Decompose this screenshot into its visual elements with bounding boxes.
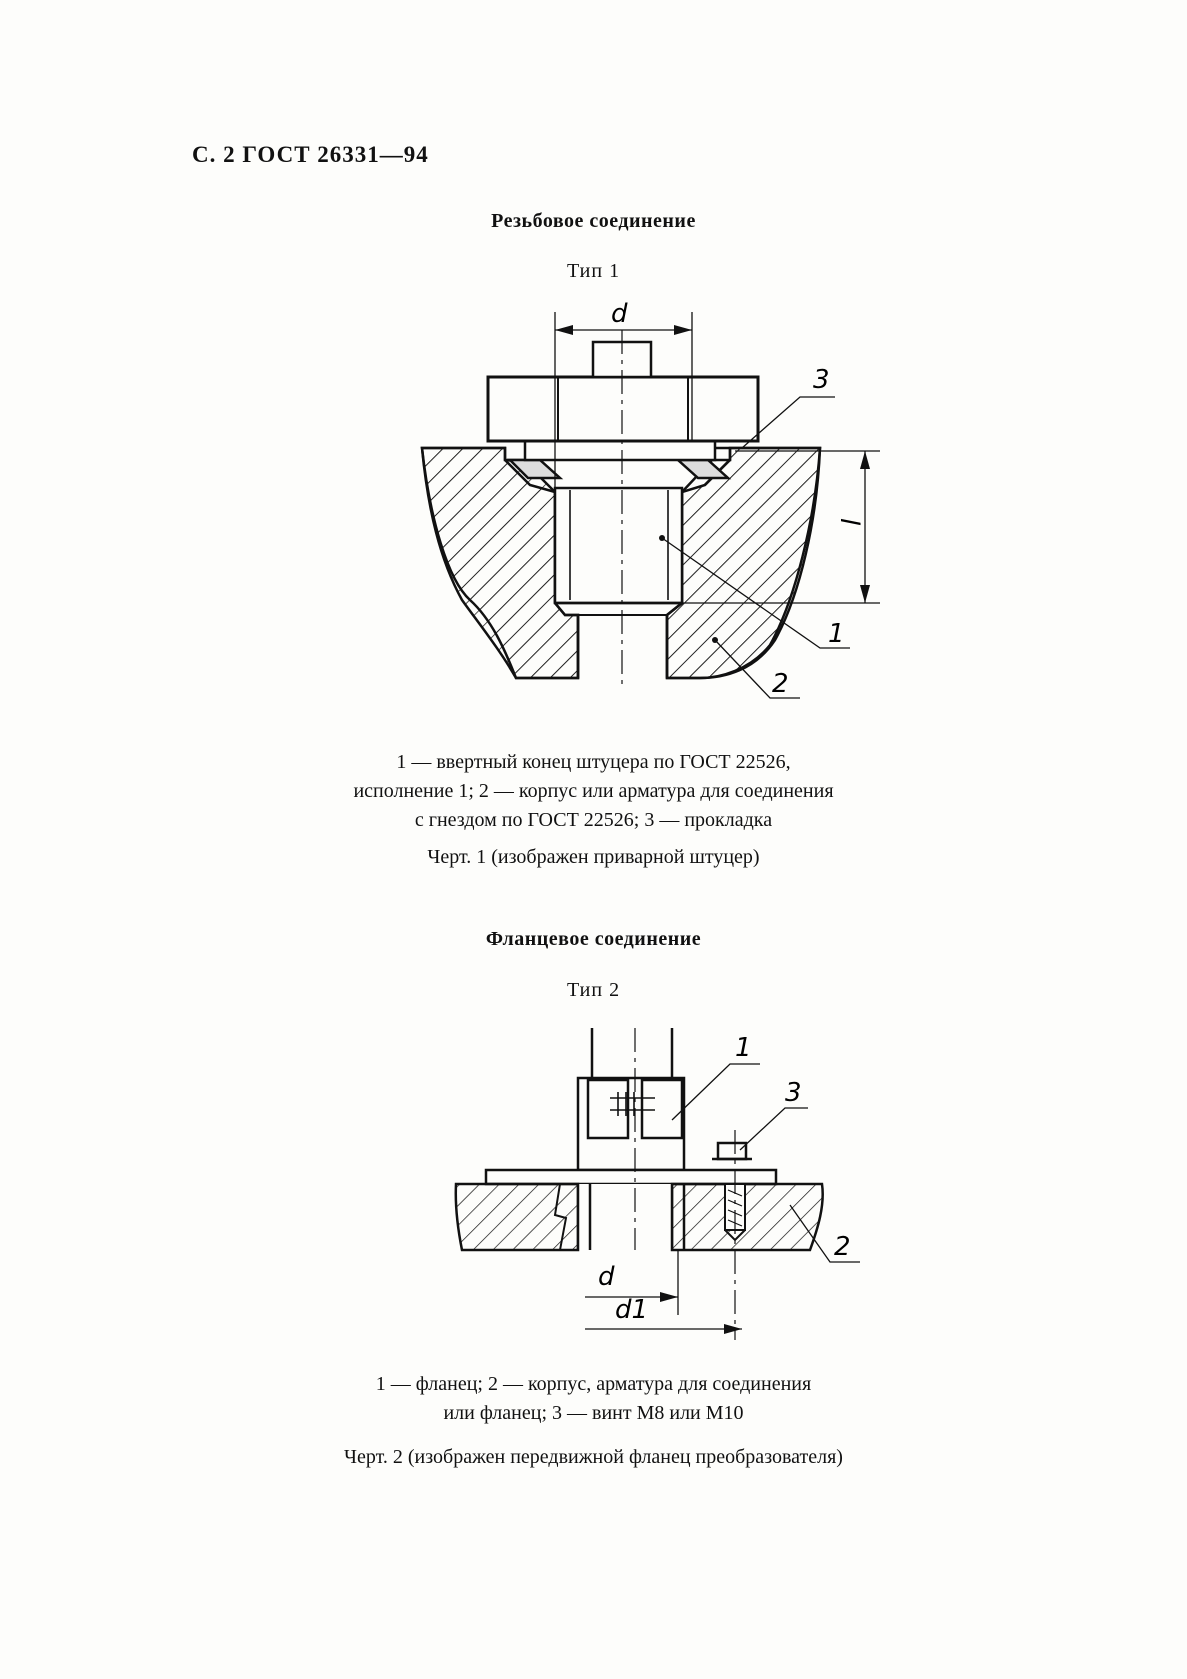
section2-figure-title: Черт. 2 (изображен передвижной фланец преобразователя): [344, 1446, 843, 1468]
section1-title: Резьбовое соединение: [491, 210, 696, 232]
section2-type-label: Тип 2: [566, 979, 621, 1001]
hex-nut: [488, 377, 758, 441]
label-l: l: [834, 518, 864, 526]
section1-caption-line2: исполнение 1; 2 — корпус или арматура для соединения: [353, 780, 834, 802]
label-2: 2: [772, 669, 789, 699]
label-1: 1: [828, 619, 845, 649]
flange-connection-drawing: [0, 1020, 1187, 1350]
section1-caption: [0, 748, 1187, 835]
section1-caption-line3: с гнездом по ГОСТ 22526; 3 — прокладка: [414, 809, 773, 831]
label-3: 3: [813, 365, 830, 395]
label-flange-1: 1: [735, 1033, 752, 1063]
section1-type-label: Тип 1: [566, 260, 621, 282]
label-flange-d1: d1: [615, 1295, 649, 1325]
section2-caption-line1: 1 — фланец; 2 — корпус, арматура для соединения: [375, 1373, 812, 1395]
threaded-connection-drawing: [0, 300, 1187, 700]
page-header: С. 2 ГОСТ 26331—94: [192, 142, 429, 167]
screw-head: [718, 1143, 746, 1159]
label-flange-d: d: [598, 1262, 615, 1292]
label-flange-3: 3: [785, 1078, 802, 1108]
label-d: d: [611, 299, 628, 329]
label-flange-2: 2: [834, 1232, 851, 1262]
section2-title: Фланцевое соединение: [485, 928, 702, 950]
fitting-thread: [555, 488, 682, 603]
section1-figure-title: Черт. 1 (изображен приварной штуцер): [427, 846, 760, 868]
section1-caption-line1: 1 — ввертный конец штуцера по ГОСТ 22526,: [396, 751, 791, 773]
section2-caption-line2: или фланец; 3 — винт М8 или М10: [443, 1402, 744, 1424]
section2-caption: [0, 1370, 1187, 1428]
